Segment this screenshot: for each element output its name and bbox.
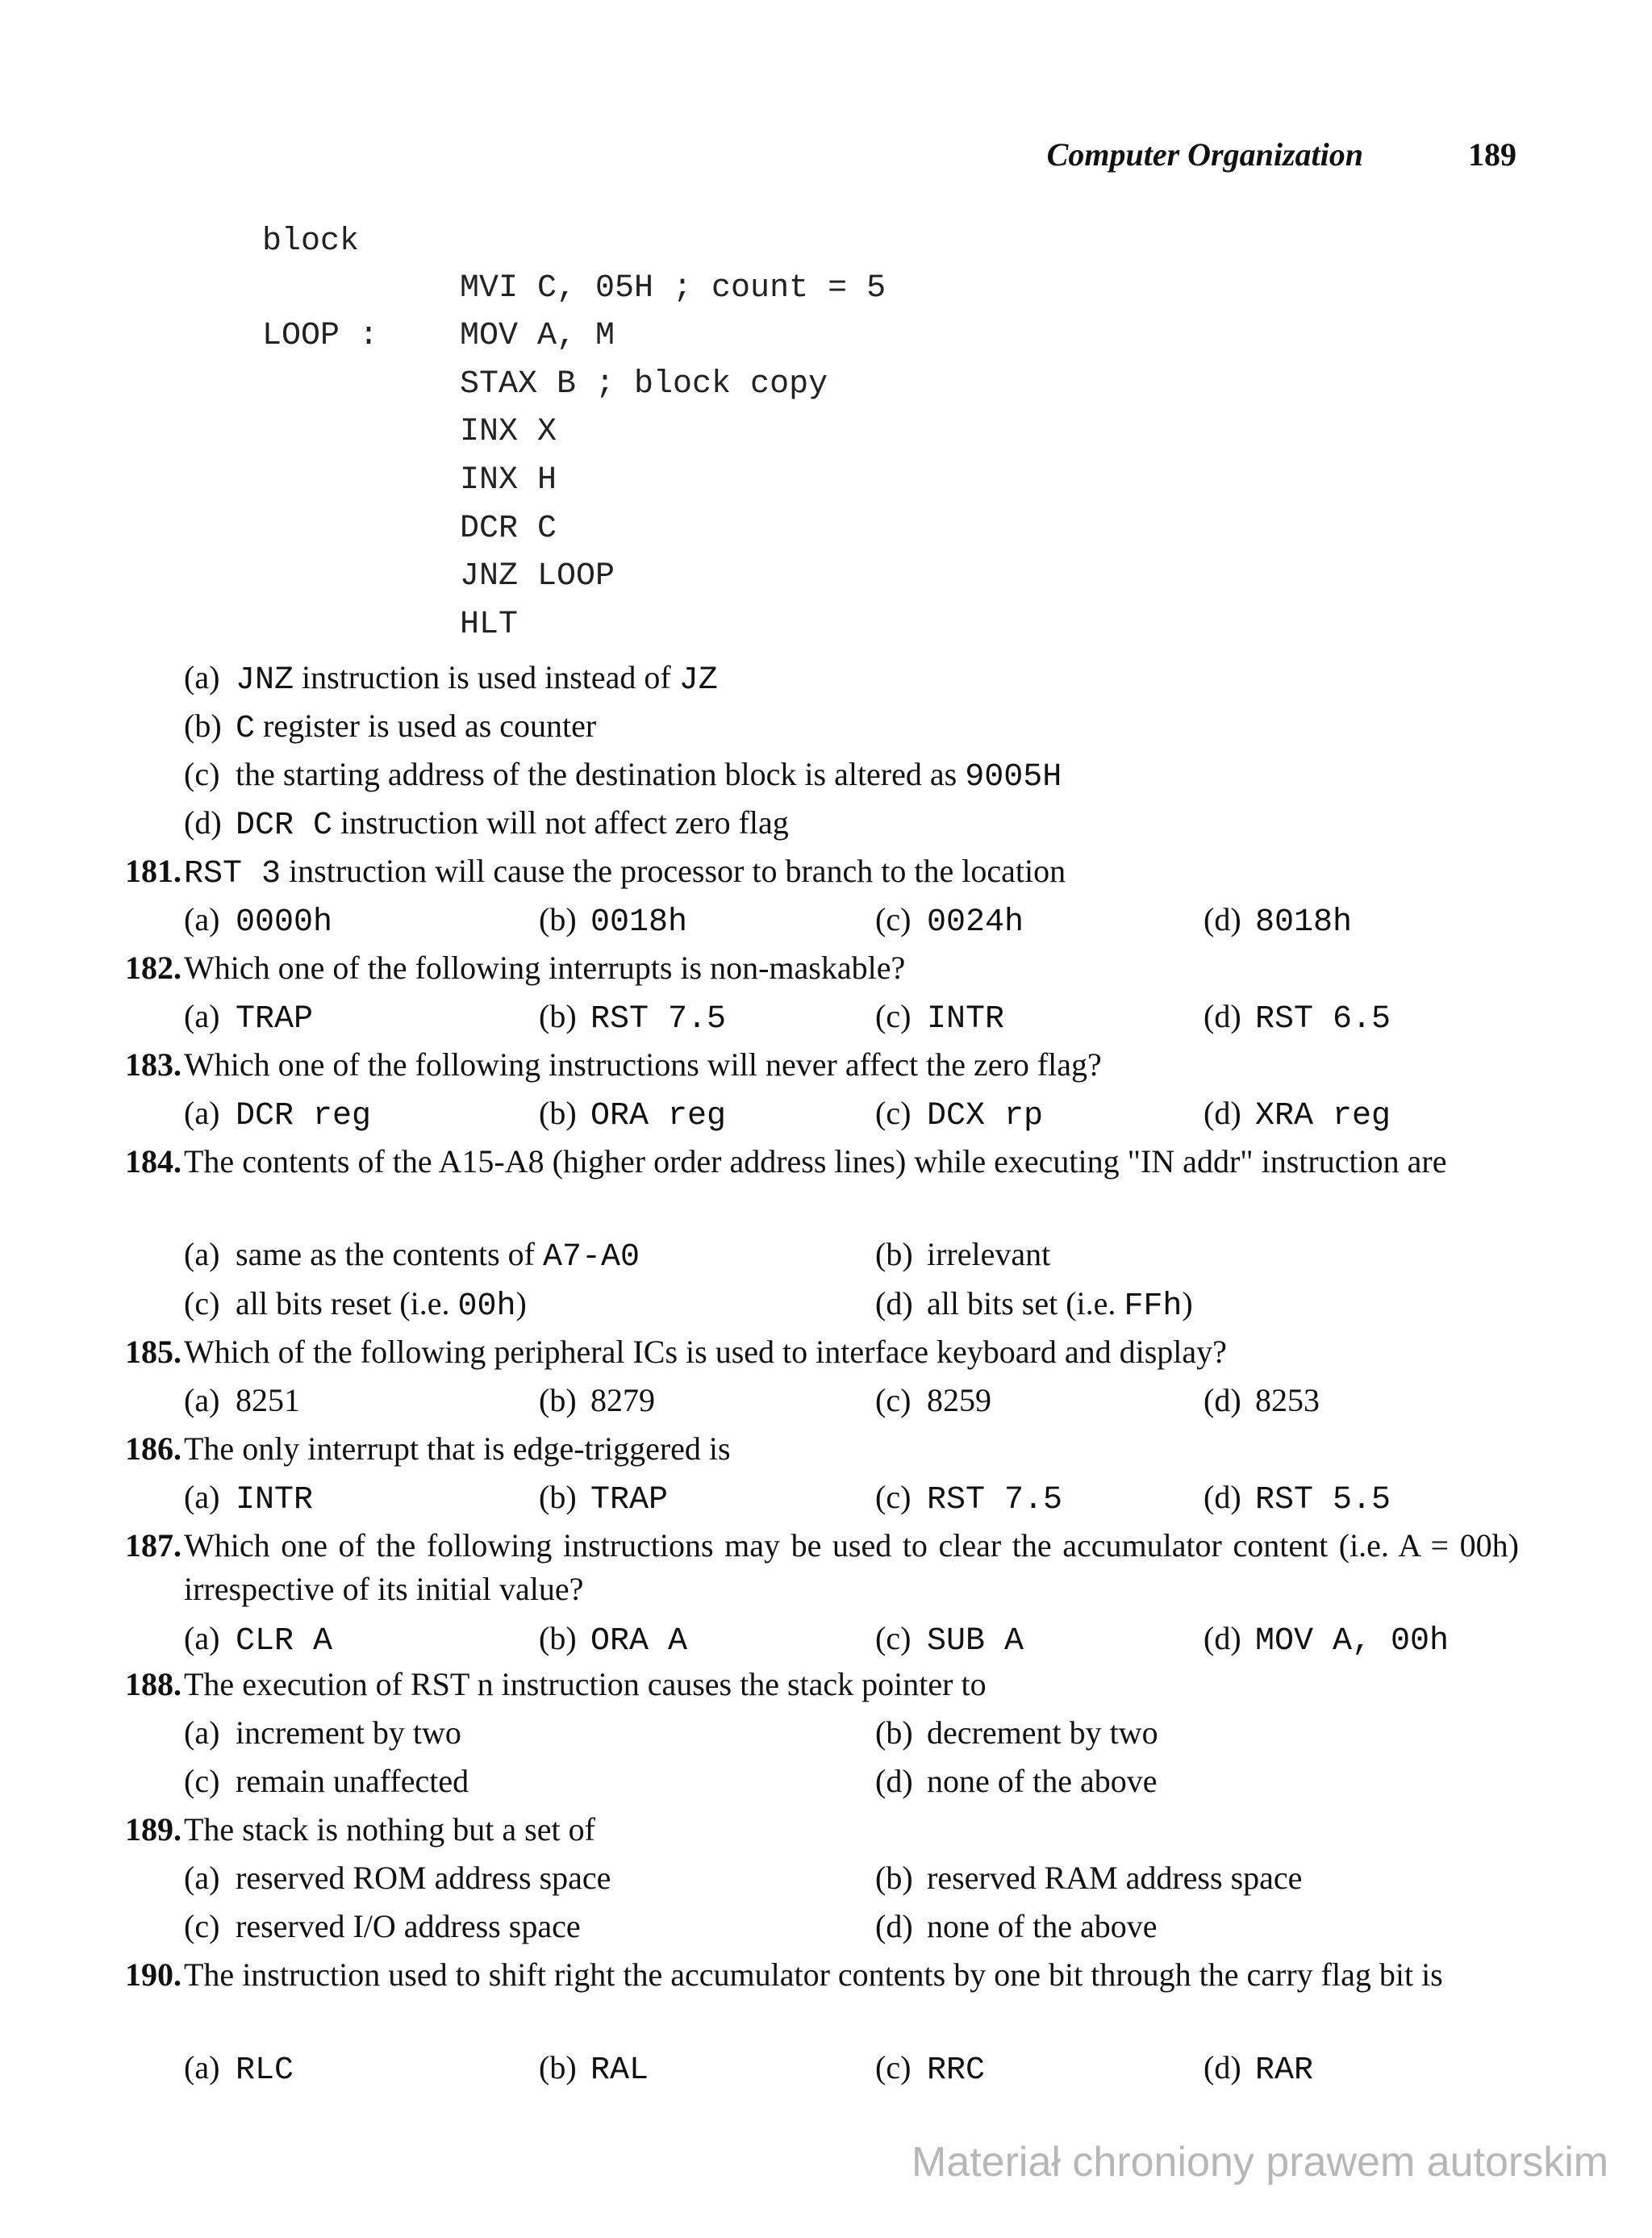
- option-c: (c) reserved I/O address space: [184, 1908, 581, 1944]
- question-text: The only interrupt that is edge-triggered is: [184, 1430, 731, 1467]
- option-c: (c) the starting address of the destination block is altered as 9005H: [184, 756, 1062, 795]
- option-c: (c) remain unaffected: [184, 1763, 469, 1799]
- question-number: 190.: [125, 1956, 181, 1993]
- option-c: (c) 0024h: [875, 901, 1024, 941]
- running-title: Computer Organization: [1046, 136, 1363, 173]
- option-a: (a) INTR: [184, 1479, 314, 1518]
- option-a: (a) TRAP: [184, 998, 314, 1038]
- question-text: Which one of the following interrupts is non-maskable?: [184, 950, 906, 986]
- code-loop-label: LOOP :: [262, 318, 379, 354]
- option-b: (b) decrement by two: [875, 1714, 1158, 1751]
- question-number: 183.: [125, 1046, 181, 1083]
- code-line: INX H: [460, 462, 557, 499]
- question-text: The contents of the A15-A8 (higher order address lines) while executing "IN addr" instruction are: [184, 1143, 1447, 1180]
- option-b: (b) 0018h: [539, 901, 688, 941]
- option-d: (d) RST 5.5: [1204, 1479, 1391, 1518]
- option-c: (c) RRC: [875, 2049, 986, 2089]
- page-number: 189: [1468, 136, 1516, 173]
- option-a: (a) same as the contents of A7-A0: [184, 1236, 640, 1276]
- code-block-label: block: [262, 223, 360, 260]
- option-c: (c) all bits reset (i.e. 00h): [184, 1285, 527, 1325]
- code-line: STAX B ; block copy: [460, 366, 828, 403]
- option-d: (d) none of the above: [875, 1908, 1158, 1944]
- question-number: 189.: [125, 1811, 181, 1848]
- option-a: (a) 0000h: [184, 901, 333, 941]
- question-number: 184.: [125, 1143, 181, 1180]
- option-b: (b) RST 7.5: [539, 998, 727, 1038]
- question-text: RST 3 instruction will cause the processor to branch to the location: [184, 853, 1066, 892]
- code-line: JNZ LOOP: [460, 558, 615, 595]
- code-line: MVI C, 05H ; count = 5: [460, 270, 886, 307]
- option-b: (b) ORA reg: [539, 1095, 727, 1134]
- option-b: (b) TRAP: [539, 1479, 669, 1518]
- option-b: (b) irrelevant: [875, 1236, 1051, 1272]
- running-header: [807, 136, 1516, 181]
- option-d: (d) 8253: [1204, 1382, 1320, 1418]
- option-c: (c) 8259: [875, 1382, 991, 1418]
- option-c: (c) DCX rp: [875, 1095, 1044, 1134]
- option-d: (d) MOV A, 00h: [1204, 1620, 1450, 1660]
- option-d: (d) XRA reg: [1204, 1095, 1391, 1134]
- option-c: (c) INTR: [875, 998, 1005, 1038]
- question-number: 182.: [125, 950, 181, 986]
- code-line: HLT: [460, 607, 519, 643]
- question-text: The instruction used to shift right the accumulator contents by one bit through the carry flag bit is: [184, 1956, 1443, 1993]
- question-number: 186.: [125, 1430, 181, 1467]
- question-text: Which of the following peripheral ICs is used to interface keyboard and display?: [184, 1334, 1227, 1370]
- question-number: 188.: [125, 1666, 181, 1702]
- question-number: 181.: [125, 853, 181, 889]
- code-line: DCR C: [460, 511, 557, 547]
- option-c: (c) SUB A: [875, 1620, 1024, 1660]
- option-d: (d) DCR C instruction will not affect zero flag: [184, 804, 789, 844]
- question-number: 185.: [125, 1334, 181, 1370]
- option-b: (b) 8279: [539, 1382, 655, 1418]
- question-text: The stack is nothing but a set of: [184, 1811, 595, 1848]
- code-line: MOV A, M: [460, 318, 615, 354]
- option-a: (a) increment by two: [184, 1714, 461, 1751]
- option-a: (a) reserved ROM address space: [184, 1860, 611, 1896]
- option-b: (b) ORA A: [539, 1620, 688, 1660]
- option-d: (d) all bits set (i.e. FFh): [875, 1285, 1193, 1325]
- question-number: 187.: [125, 1527, 181, 1564]
- option-a: (a) JNZ instruction is used instead of JZ: [184, 659, 718, 699]
- option-b: (b) RAL: [539, 2049, 649, 2089]
- option-d: (d) 8018h: [1204, 901, 1353, 941]
- option-d: (d) RAR: [1204, 2049, 1314, 2089]
- option-d: (d) none of the above: [875, 1763, 1158, 1799]
- code-line: INX X: [460, 414, 557, 450]
- option-c: (c) RST 7.5: [875, 1479, 1063, 1518]
- question-text: Which one of the following instructions may be used to clear the accumulator content (i.e. A = 00h) irrespective of its initial value?: [184, 1527, 1519, 1607]
- option-a: (a) CLR A: [184, 1620, 333, 1660]
- question-text: Which one of the following instructions will never affect the zero flag?: [184, 1046, 1102, 1083]
- option-b: (b) C register is used as counter: [184, 708, 597, 747]
- option-a: (a) 8251: [184, 1382, 300, 1418]
- question-text: The execution of RST n instruction causes the stack pointer to: [184, 1666, 987, 1702]
- option-a: (a) DCR reg: [184, 1095, 372, 1134]
- copyright-watermark: Materiał chroniony prawem autorskim: [912, 2139, 1609, 2186]
- option-a: (a) RLC: [184, 2049, 294, 2089]
- option-d: (d) RST 6.5: [1204, 998, 1391, 1038]
- option-b: (b) reserved RAM address space: [875, 1860, 1303, 1896]
